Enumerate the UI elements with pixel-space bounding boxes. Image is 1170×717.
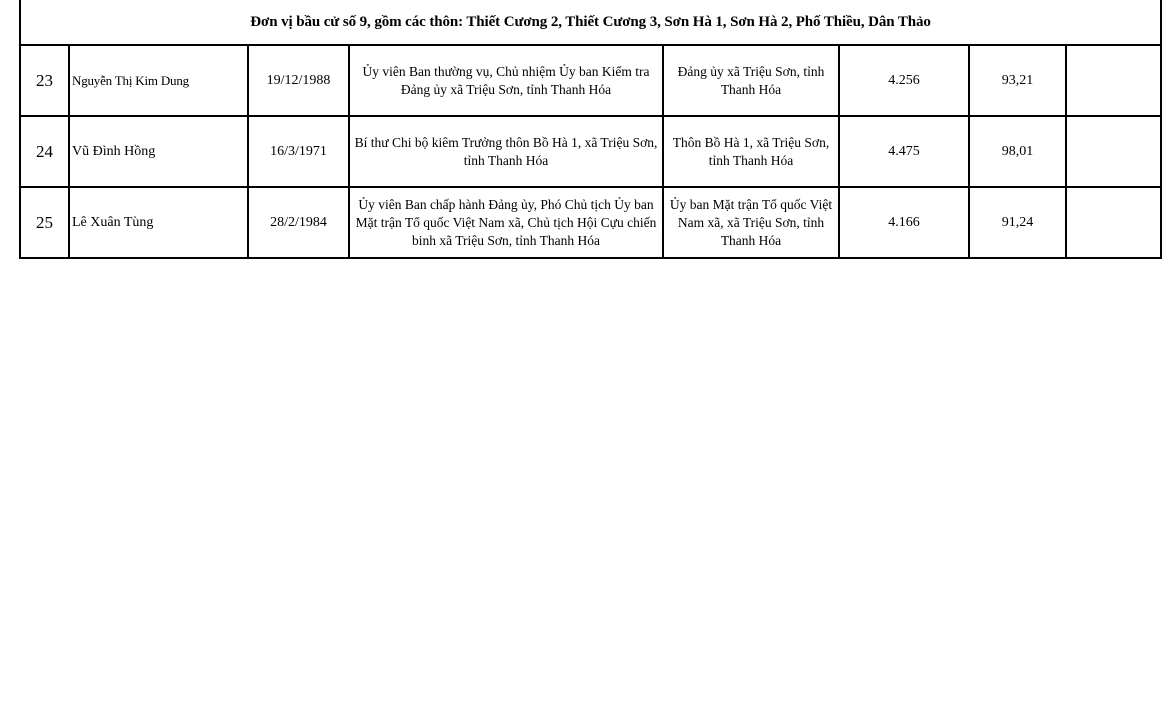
row-number: 23 (20, 45, 69, 116)
table-row (20, 45, 1161, 116)
workplace: Ủy ban Mặt trận Tổ quốc Việt Nam xã, xã Triệu Sơn, tỉnh Thanh Hóa (663, 187, 839, 258)
candidate-name: Nguyễn Thị Kim Dung (69, 45, 248, 116)
row-number: 25 (20, 187, 69, 258)
position: Ủy viên Ban thường vụ, Chủ nhiệm Ủy ban Kiểm tra Đảng ủy xã Triệu Sơn, tỉnh Thanh Hóa (349, 45, 663, 116)
date-of-birth: 19/12/1988 (248, 45, 349, 116)
workplace: Thôn Bồ Hà 1, xã Triệu Sơn, tỉnh Thanh Hóa (663, 116, 839, 187)
note (1066, 116, 1161, 187)
note (1066, 45, 1161, 116)
vote-percent: 91,24 (969, 187, 1066, 258)
candidate-name: Lê Xuân Tùng (69, 187, 248, 258)
table-row (20, 116, 1161, 187)
candidate-name: Vũ Đình Hồng (69, 116, 248, 187)
vote-count: 4.166 (839, 187, 969, 258)
vote-percent: 98,01 (969, 116, 1066, 187)
vote-count: 4.475 (839, 116, 969, 187)
date-of-birth: 16/3/1971 (248, 116, 349, 187)
date-of-birth: 28/2/1984 (248, 187, 349, 258)
workplace: Đảng ủy xã Triệu Sơn, tỉnh Thanh Hóa (663, 45, 839, 116)
vote-count: 4.256 (839, 45, 969, 116)
position: Ủy viên Ban chấp hành Đảng ủy, Phó Chủ tịch Ủy ban Mặt trận Tổ quốc Việt Nam xã, Chủ tịch Hội Cựu chiến binh xã Triệu Sơn, tỉnh Thanh Hóa (349, 187, 663, 258)
vote-percent: 93,21 (969, 45, 1066, 116)
election-results-table (19, 0, 1162, 259)
constituency-header-row (20, 0, 1161, 45)
position: Bí thư Chi bộ kiêm Trưởng thôn Bồ Hà 1, xã Triệu Sơn, tỉnh Thanh Hóa (349, 116, 663, 187)
row-number: 24 (20, 116, 69, 187)
constituency-header: Đơn vị bầu cử số 9, gồm các thôn: Thiết Cương 2, Thiết Cương 3, Sơn Hà 1, Sơn Hà 2, Phố Thiều, Dân Thảo (20, 0, 1161, 45)
results-sheet (19, 0, 1160, 259)
note (1066, 187, 1161, 258)
table-row (20, 187, 1161, 258)
